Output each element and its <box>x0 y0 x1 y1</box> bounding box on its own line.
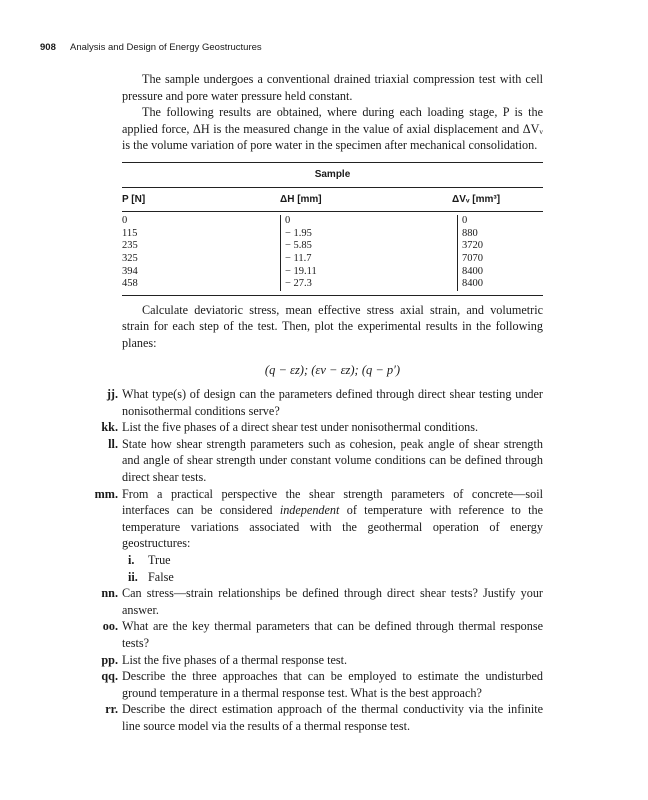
question-item <box>105 701 543 734</box>
option-text: False <box>148 569 174 584</box>
option-label: i. <box>128 553 135 568</box>
table-cell: 0 <box>122 215 128 227</box>
column-volume <box>457 215 543 291</box>
table-cell: 235 <box>122 240 138 252</box>
question-item <box>101 668 543 701</box>
paragraph: The sample undergoes a conventional drained triaxial compression test with cell pressure and pore water pressure held constant. <box>122 72 543 103</box>
question-emphasis: independent <box>279 503 340 518</box>
table-header-row <box>122 188 543 213</box>
table-cell: 115 <box>122 227 138 239</box>
question-item <box>106 386 543 419</box>
table-cell: 0 <box>285 215 291 227</box>
table-caption: Sample <box>122 163 543 188</box>
question-text: State how shear strength parameters such as cohesion, peak angle of shear strength and angle of shear strength under constant volume conditions can be defined through direct shear tests. <box>122 436 543 485</box>
question-text: What are the key thermal parameters that can be defined through thermal response tests? <box>122 619 543 650</box>
question-label: qq. <box>101 669 118 684</box>
answer-option <box>122 552 543 569</box>
question-text-before: From a practical perspective the shear strength parameters of concrete—soil interfaces can be considered <box>122 486 543 518</box>
page-number: 908 <box>40 42 56 53</box>
instruction-paragraph: Calculate deviatoric stress, mean effective stress axial strain, and volumetric strain for each step of the test. Then, plot the experimental results in the following planes: <box>122 302 543 350</box>
table-cell: 458 <box>122 278 138 290</box>
table-cell: − 5.85 <box>285 240 312 252</box>
question-item <box>94 486 543 586</box>
table-cell: − 11.7 <box>285 252 312 264</box>
table-cell: 8400 <box>462 278 483 290</box>
table-cell: 7070 <box>462 252 483 264</box>
question-text: Can stress—strain relationships be defined through direct shear tests? Justify your answer. <box>122 586 543 617</box>
running-header <box>40 42 262 53</box>
table-cell: 0 <box>462 215 468 227</box>
question-text: List the five phases of a direct shear test under nonisothermal conditions. <box>122 420 479 435</box>
plot-planes-formula: (q − εz); (εv − εz); (q − p′) <box>264 362 401 377</box>
results-table <box>122 162 543 296</box>
question-text: Describe the three approaches that can be employed to estimate the undisturbed ground temperature in a thermal response test. What is the best approach? <box>122 669 543 700</box>
column-header-force: P [N] <box>122 193 146 205</box>
question-item <box>108 436 543 486</box>
option-label: ii. <box>128 569 138 584</box>
question-item <box>102 618 543 651</box>
table-cell: − 19.11 <box>285 265 317 277</box>
table-cell: 325 <box>122 252 138 264</box>
question-label: mm. <box>94 486 118 501</box>
option-text: True <box>148 553 171 568</box>
answer-option <box>122 569 543 586</box>
question-label: oo. <box>102 619 118 634</box>
table-cell: 880 <box>462 227 478 239</box>
question-label: pp. <box>101 652 118 667</box>
page-body <box>94 71 543 735</box>
table-body <box>122 212 543 295</box>
column-header-volume: ΔVᵥ [mm³] <box>452 193 501 205</box>
table-cell: 8400 <box>462 265 483 277</box>
table-cell: − 1.95 <box>285 227 312 239</box>
paragraph: The following results are obtained, where during each loading stage, P is the applied force, ΔH is the measured change in the value of axial displacement and ΔVᵥ is the volume variation of pore water in the specimen after mechanical consolidation. <box>122 105 543 153</box>
question-text: Describe the direct estimation approach of the thermal conductivity via the infinite line source model via the results of a thermal response test. <box>122 702 543 733</box>
column-header-displacement: ΔH [mm] <box>280 193 322 205</box>
question-text-after: of temperature with reference to the temperature variations associated with the geothermal operation of energy geostructures: <box>122 503 543 551</box>
column-force <box>122 215 280 291</box>
question-item <box>101 585 543 618</box>
table-cell: 3720 <box>462 240 483 252</box>
question-item <box>101 419 543 436</box>
question-item <box>101 652 543 669</box>
table-cell: − 27.3 <box>285 278 312 290</box>
table-cell: 394 <box>122 265 138 277</box>
question-label: nn. <box>101 586 118 601</box>
question-text: List the five phases of a thermal response test. <box>122 652 348 667</box>
question-label: jj. <box>106 387 118 402</box>
running-title: Analysis and Design of Energy Geostructures <box>69 42 262 53</box>
column-displacement <box>280 215 457 291</box>
question-label: rr. <box>105 702 118 717</box>
question-label: kk. <box>101 420 118 435</box>
question-label: ll. <box>108 436 118 451</box>
question-text: What type(s) of design can the parameters defined through direct shear testing under nonisothermal conditions serve? <box>122 387 543 418</box>
